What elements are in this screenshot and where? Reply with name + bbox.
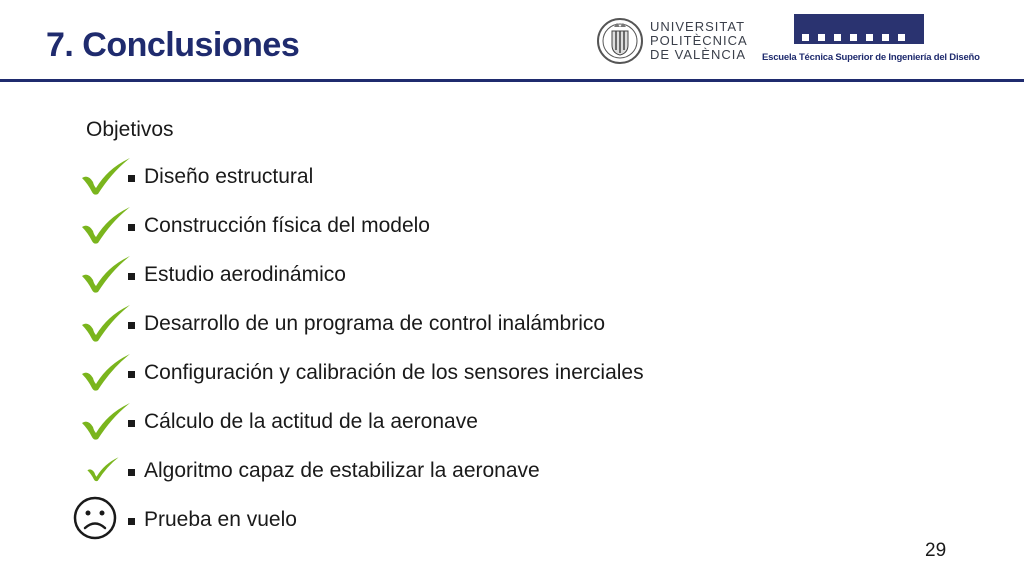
check-icon <box>80 401 132 441</box>
check-icon <box>80 156 132 196</box>
objective-label: Diseño estructural <box>144 165 314 188</box>
check-icon <box>80 352 132 392</box>
slide-title: 7. Conclusiones <box>46 26 300 64</box>
objective-label: Estudio aerodinámico <box>144 263 346 286</box>
etsid-logo <box>762 14 980 66</box>
objective-label: Cálculo de la actitud de la aeronave <box>144 410 478 433</box>
list-item <box>0 160 800 200</box>
title-divider <box>0 79 1024 82</box>
list-item <box>0 503 800 543</box>
bullet-marker <box>128 518 135 525</box>
etsid-wordmark: Escuela Técnica Superior de Ingeniería del Diseño <box>762 52 980 63</box>
bullet-marker <box>128 273 135 280</box>
list-item <box>0 307 800 347</box>
section-heading: Objetivos <box>86 118 174 141</box>
objective-label: Prueba en vuelo <box>144 508 297 531</box>
check-icon <box>80 254 132 294</box>
upv-line-1: UNIVERSITAT <box>650 19 746 34</box>
objective-label: Construcción física del modelo <box>144 214 430 237</box>
page-number: 29 <box>925 540 947 561</box>
small-check-icon <box>86 456 120 482</box>
list-item <box>0 258 800 298</box>
upv-wordmark <box>650 20 748 62</box>
list-item <box>0 454 800 494</box>
objective-label: Configuración y calibración de los sensores inerciales <box>144 361 644 384</box>
upv-line-3: DE VALÈNCIA <box>650 47 747 62</box>
objective-label: Desarrollo de un programa de control inalámbrico <box>144 312 606 335</box>
list-item <box>0 356 800 396</box>
upv-logo <box>596 16 746 68</box>
upv-line-2: POLITÈCNICA <box>650 33 748 48</box>
objective-label: Algoritmo capaz de estabilizar la aeronave <box>144 459 540 482</box>
list-item <box>0 405 800 445</box>
upv-seal-icon <box>596 16 644 66</box>
check-icon <box>80 303 132 343</box>
bullet-marker <box>128 175 135 182</box>
bullet-marker <box>128 469 135 476</box>
bullet-marker <box>128 371 135 378</box>
etsid-mark-icon <box>794 14 924 46</box>
list-item <box>0 209 800 249</box>
bullet-marker <box>128 420 135 427</box>
bullet-marker <box>128 322 135 329</box>
sad-face-icon <box>72 495 118 541</box>
check-icon <box>80 205 132 245</box>
bullet-marker <box>128 224 135 231</box>
